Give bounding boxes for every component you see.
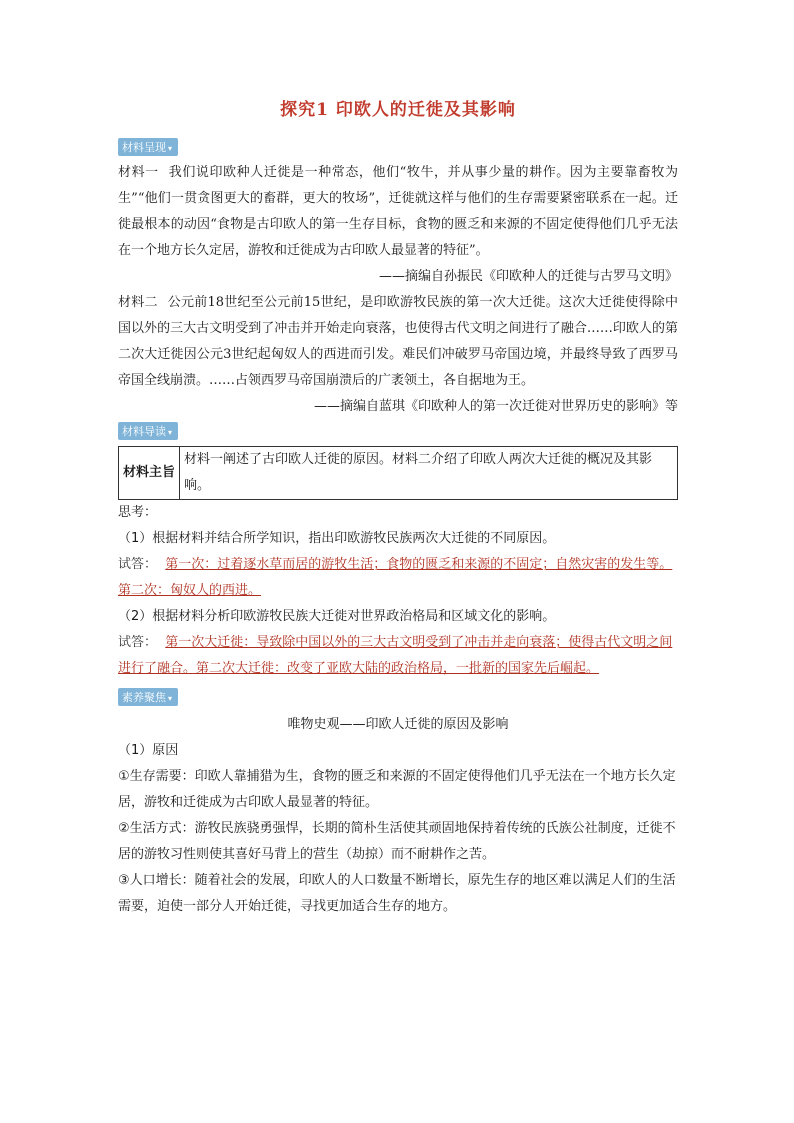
page-title: 探究1 印欧人的迁徙及其影响 [280, 100, 516, 120]
material-2 [118, 290, 678, 394]
guide-tag: 材料导读 ▾ [118, 422, 178, 440]
answer-2-text: 第一次大迁徙：导致除中国以外的三大古文明受到了冲击并走向衰落；使得古代文明之间进行了融合。第二次大迁徙：改变了亚欧大陆的政治格局，一批新的国家先后崛起。 [118, 635, 673, 676]
material-2-label: 材料二 [118, 295, 158, 310]
literacy-tag: 素养聚焦 ▾ [118, 688, 178, 706]
literacy-subtitle: 唯物史观——印欧人迁徙的原因及影响 [287, 717, 509, 732]
material-1-source: ——摘编自孙振民《印欧种人的迁徙与古罗马文明》 [378, 269, 678, 284]
material-tag: 材料呈现 ▾ [118, 138, 178, 156]
literacy-item-1: ①生存需要：印欧人靠捕猎为生，食物的匮乏和来源的不固定使得他们几乎无法在一个地方长久定居，游牧和迁徙成为古印欧人最显著的特征。 [118, 769, 676, 810]
literacy-section: （1）原因 [118, 743, 179, 758]
material-1 [118, 160, 678, 264]
literacy-item-2: ②生活方式：游牧民族骁勇强悍，长期的简朴生活使其顽固地保持着传统的氏族公社制度，迁徙不居的游牧习性则使其喜好马背上的营生（劫掠）而不耐耕作之苦。 [118, 821, 676, 862]
answer-1-label: 试答： [118, 557, 158, 572]
material-guide-table [118, 446, 678, 500]
answer-2-label: 试答： [118, 635, 158, 650]
think-label: 思考： [118, 505, 158, 520]
guide-header: 材料主旨 [119, 447, 180, 500]
literacy-item-3: ③人口增长：随着社会的发展，印欧人的人口数量不断增长，原先生存的地区难以满足人们的生活需要，迫使一部分人开始迁徙，寻找更加适合生存的地方。 [118, 873, 676, 914]
material-2-text: 公元前18世纪至公元前15世纪，是印欧游牧民族的第一次大迁徙。这次大迁徙使得除中国以外的三大古文明受到了冲击并开始走向衰落，也使得古代文明之间进行了融合……印欧人的第二次大迁徙因公元3世纪起匈奴人的西进而引发。难民们冲破罗马帝国边境，并最终导致了西罗马帝国全线崩溃。……占领西罗马帝国崩溃后的广袤领土，各自据地为王。 [118, 295, 678, 388]
answer-2 [118, 630, 678, 682]
document-page [118, 95, 678, 920]
answer-1 [118, 552, 678, 604]
question-2: （2）根据材料分析印欧游牧民族大迁徙对世界政治格局和区域文化的影响。 [118, 609, 556, 624]
material-1-label: 材料一 [118, 165, 159, 180]
answer-1-text: 第一次：过着逐水草而居的游牧生活；食物的匮乏和来源的不固定；自然灾害的发生等。第二次：匈奴人的西进。 [118, 557, 673, 598]
question-1: （1）根据材料并结合所学知识，指出印欧游牧民族两次大迁徙的不同原因。 [118, 531, 556, 546]
guide-text: 材料一阐述了古印欧人迁徙的原因。材料二介绍了印欧人两次大迁徙的概况及其影响。 [180, 447, 678, 500]
material-1-text: 我们说印欧种人迁徙是一种常态，他们“牧牛，并从事少量的耕作。因为主要靠畜牧为生”“他们一贯贪图更大的畜群，更大的牧场”，迁徙就这样与他们的生存需要紧密联系在一起。迁徙最根本的动因“食物是古印欧人的第一生存目标，食物的匮乏和来源的不固定使得他们几乎无法在一个地方长久定居，游牧和迁徙成为古印欧人最显著的特征”。 [118, 165, 678, 258]
material-2-source: ——摘编自蓝琪《印欧种人的第一次迁徙对世界历史的影响》等 [313, 399, 678, 414]
